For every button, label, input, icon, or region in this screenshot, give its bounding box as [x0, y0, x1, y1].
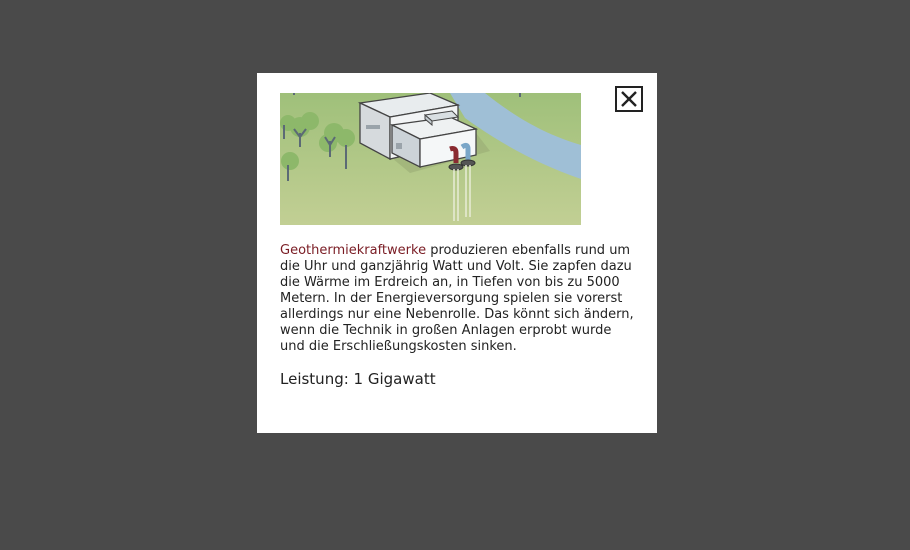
- geothermal-plant-illustration: [280, 93, 581, 225]
- description-text: [280, 243, 640, 355]
- capacity-label: Leistung: 1 Gigawatt: [280, 370, 436, 388]
- highlight-term: Geothermiekraftwerke: [280, 243, 427, 258]
- close-x-icon: [619, 90, 639, 108]
- close-button[interactable]: [615, 86, 643, 112]
- description-body: produzieren ebenfalls rund um die Uhr und ganzjährig Watt und Volt. Sie zapfen dazu die Wärme im Erdreich an, in Tiefen von bis zu 5000 Metern. In der Energieversorgung spielen sie vorerst allerdings nur eine Nebenrolle. Das könnt sich ändern, wenn die Technik in großen Anlagen erprobt wurde und die Erschließungskosten sinken.: [280, 243, 634, 354]
- info-modal: [257, 73, 657, 433]
